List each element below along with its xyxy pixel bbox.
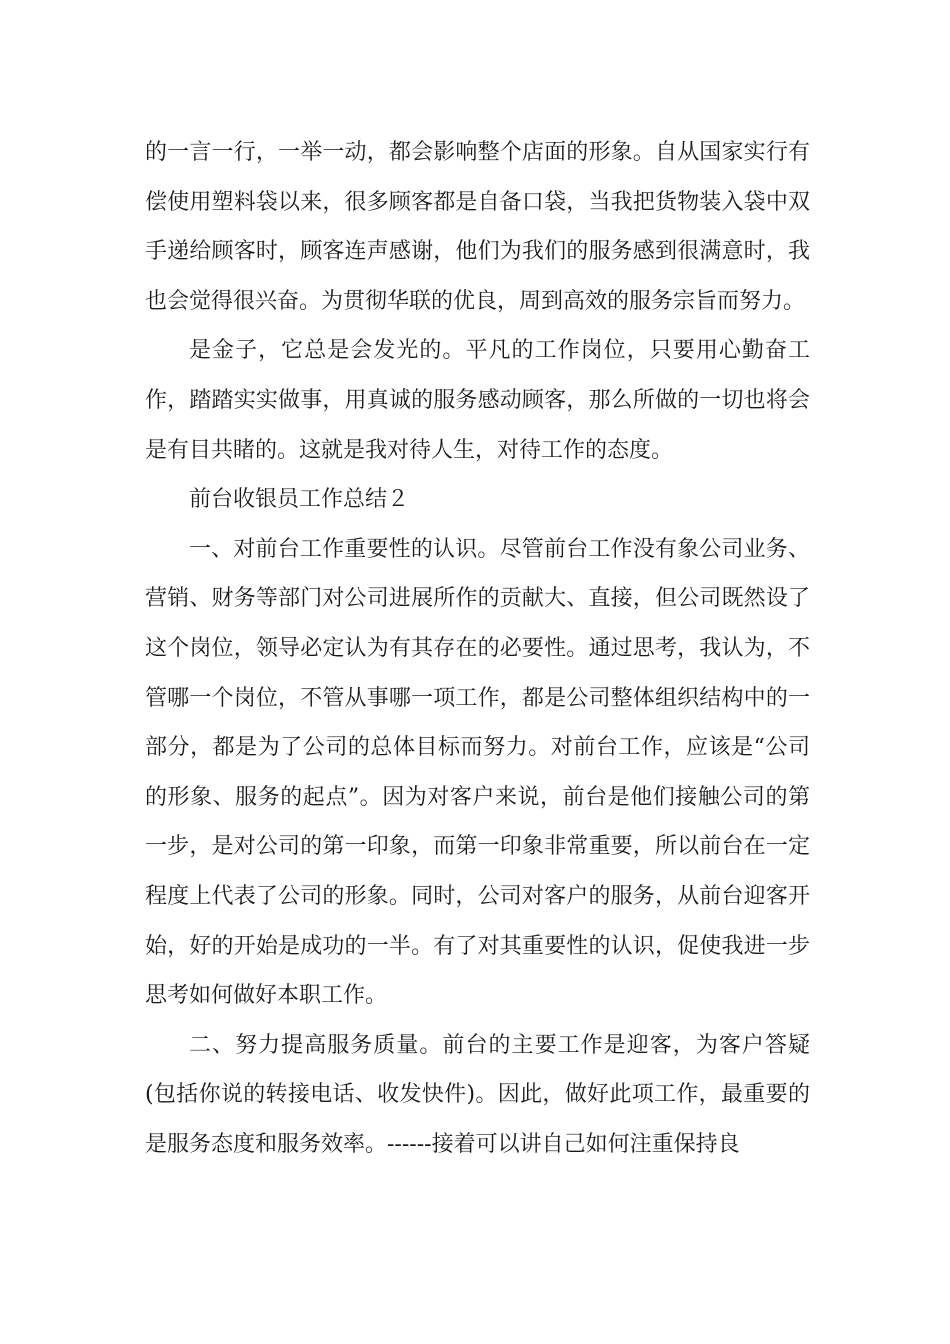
section-heading: 前台收银员工作总结２ [189,487,410,513]
document-page [145,128,810,1169]
paragraph-service-quality: 二、努力提高服务质量。前台的主要工作是迎客，为客户答疑(包括你说的转接电话、收发快件)。因此，做好此项工作，最重要的是服务态度和服务效率。------接着可以讲自己如何注重保持良 [145,1032,810,1157]
paragraph-attitude: 是金子，它总是会发光的。平凡的工作岗位，只要用心勤奋工作，踏踏实实做事，用真诚的服务感动顾客，那么所做的一切也将会是有目共睹的。这就是我对待人生，对待工作的态度。 [145,338,810,463]
paragraph-service-image: 的一言一行，一举一动，都会影响整个店面的形象。自从国家实行有偿使用塑料袋以来，很多顾客都是自备口袋，当我把货物装入袋中双手递给顾客时，顾客连声感谢，他们为我们的服务感到很满意时，我也会觉得很兴奋。为贯彻华联的优良，周到高效的服务宗旨而努力。 [145,140,810,314]
paragraph-importance: 一、对前台工作重要性的认识。尽管前台工作没有象公司业务、营销、财务等部门对公司进展所作的贡献大、直接，但公司既然设了这个岗位，领导必定认为有其存在的必要性。通过思考，我认为，不管哪一个岗位，不管从事哪一项工作，都是公司整体组织结构中的一部分，都是为了公司的总体目标而努力。对前台工作，应该是“公司的形象、服务的起点”。因为对客户来说，前台是他们接触公司的第一步，是对公司的第一印象，而第一印象非常重要，所以前台在一定程度上代表了公司的形象。同时，公司对客户的服务，从前台迎客开始，好的开始是成功的一半。有了对其重要性的认识，促使我进一步思考如何做好本职工作。 [145,536,810,1009]
